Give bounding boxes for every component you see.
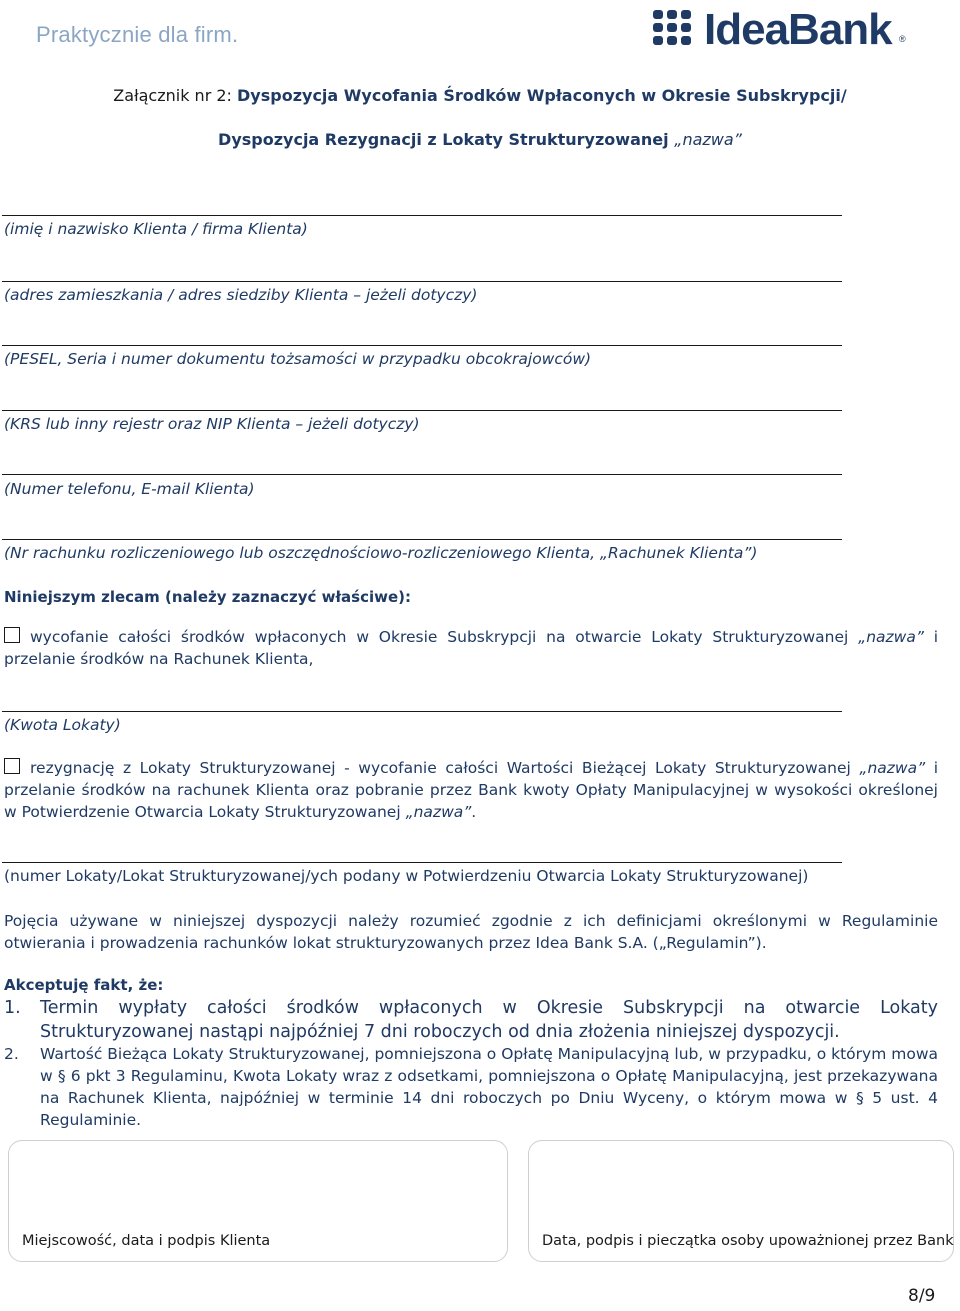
resign-checkbox[interactable] — [4, 758, 20, 774]
accept-item-number: 2. — [4, 1045, 19, 1063]
accept-heading: Akceptuję fakt, że: — [4, 976, 164, 994]
client-id-line[interactable] — [2, 345, 842, 346]
accept-item-text: Wartość Bieżąca Lokaty Strukturyzowanej, pomniejszona o Opłatę Manipulacyjną lub, w przypadku, o którym mowa w § 6 pkt 3 Regulaminu, Kwota Lokaty wraz z odsetkami, pomniejszona o Opłatę Manipulacyjną, jest przekazywana na Rachunek Klienta, najpóźniej w terminie 14 dni roboczych po Dniu Wyceny, o którym mowa w § 5 ust. 4 Regulaminie. — [40, 1045, 938, 1129]
idea-bank-logo — [650, 4, 910, 56]
logo-dots-icon — [650, 8, 694, 52]
client-address-line[interactable] — [2, 281, 842, 282]
terms-paragraph: Pojęcia używane w niniejszej dyspozycji należy rozumieć zgodnie z ich definicjami określonymi w Regulaminie otwierania i prowadzenia rachunków lokat strukturyzowanych przez Idea Bank S.A. („Regulamin”). — [4, 912, 938, 952]
client-name-line[interactable] — [2, 215, 842, 216]
logo-wordmark: IdeaBank — [704, 5, 892, 54]
deposit-number-label: (numer Lokaty/Lokat Strukturyzowanej/ych podany w Potwierdzeniu Otwarcia Lokaty Strukturyzowanej) — [4, 867, 809, 885]
option-resign-text-end: . — [471, 803, 477, 821]
logo-registered-mark: ® — [899, 34, 906, 44]
client-address-label: (adres zamieszkania / adres siedziby Klienta – jeżeli dotyczy) — [4, 286, 478, 304]
client-krs-nip-label: (KRS lub inny rejestr oraz NIP Klienta – jeżeli dotyczy) — [4, 415, 420, 433]
brand-tagline: Praktycznie dla firm. — [36, 22, 239, 47]
title-sub: Dyspozycja Rezygnacji z Lokaty Strukturyzowanej — [218, 130, 675, 149]
option-withdraw-text-end: i przelanie środków na Rachunek Klienta, — [4, 628, 938, 668]
client-id-label: (PESEL, Seria i numer dokumentu tożsamości w przypadku obcokrajowców) — [4, 350, 592, 368]
option-resign-text: rezygnację z Lokaty Strukturyzowanej - wycofanie całości Wartości Bieżącej Lokaty Strukturyzowanej — [30, 759, 860, 777]
page-number: 8/9 — [908, 1286, 936, 1306]
deposit-amount-line[interactable] — [2, 711, 842, 712]
option-withdraw — [4, 626, 938, 670]
order-heading: Niniejszym zlecam (należy zaznaczyć właściwe): — [4, 588, 412, 606]
title-product-name: „nazwa” — [674, 130, 742, 149]
client-contact-label: (Numer telefonu, E-mail Klienta) — [4, 480, 255, 498]
deposit-number-line[interactable] — [2, 862, 842, 863]
title-prefix: Załącznik nr 2: — [113, 86, 238, 105]
title-main: Dyspozycja Wycofania Środków Wpłaconych w Okresie Subskrypcji/ — [237, 86, 847, 105]
option-resign-product-2: „nazwa” — [405, 803, 472, 821]
option-withdraw-text: wycofanie całości środków wpłaconych w Okresie Subskrypcji na otwarcie Lokaty Strukturyzowanej — [30, 628, 859, 646]
client-krs-nip-line[interactable] — [2, 410, 842, 411]
withdraw-checkbox[interactable] — [4, 627, 20, 643]
client-contact-line[interactable] — [2, 474, 842, 475]
client-name-label: (imię i nazwisko Klienta / firma Klienta) — [4, 220, 308, 238]
client-signature-label: Miejscowość, data i podpis Klienta — [22, 1233, 271, 1249]
document-title-line2 — [0, 130, 960, 149]
client-account-line[interactable] — [2, 539, 842, 540]
option-resign-product: „nazwa” — [859, 759, 926, 777]
option-resign — [4, 757, 938, 823]
accept-item-number: 1. — [4, 998, 21, 1018]
bank-signature-label: Data, podpis i pieczątka osoby upoważnionej przez Bank — [542, 1233, 954, 1249]
accept-item-2 — [4, 1043, 938, 1131]
document-title-line1 — [0, 86, 960, 105]
option-withdraw-product: „nazwa” — [858, 628, 924, 646]
accept-item-text: Termin wypłaty całości środków wpłaconych w Okresie Subskrypcji na otwarcie Lokaty Strukturyzowanej nastąpi najpóźniej 7 dni roboczych od dnia złożenia niniejszej dyspozycji. — [40, 998, 938, 1042]
client-account-label: (Nr rachunku rozliczeniowego lub oszczędnościowo-rozliczeniowego Klienta, „Rachunek Klienta”) — [4, 544, 758, 562]
accept-item-1 — [4, 996, 938, 1044]
option-resign-text-mid: i przelanie środków na rachunek Klienta oraz pobranie przez Bank kwoty Opłaty Manipulacyjnej w wysokości określonej w Potwierdzenie Otwarcia Lokaty Strukturyzowanej — [4, 759, 939, 821]
deposit-amount-label: (Kwota Lokaty) — [4, 716, 121, 734]
